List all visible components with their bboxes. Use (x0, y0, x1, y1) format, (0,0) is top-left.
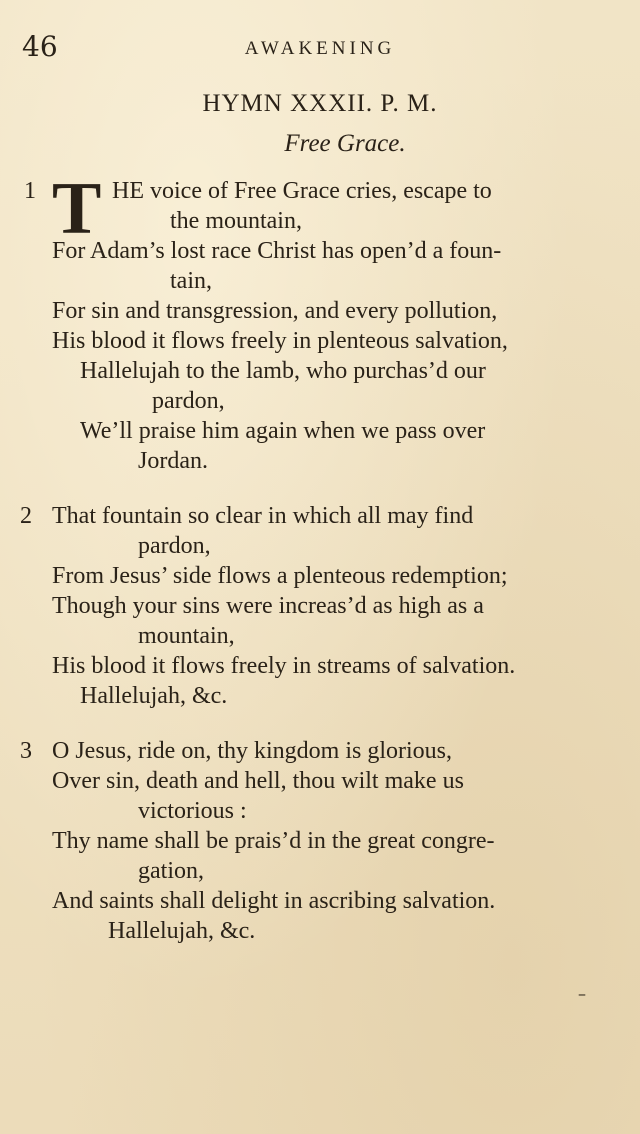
verse-line: For sin and transgression, and every pollution, (52, 298, 498, 324)
verse-line: tain, (170, 268, 212, 294)
verse-line: Thy name shall be prais’d in the great congre- (52, 828, 495, 854)
verse-line: We’ll praise him again when we pass over (80, 418, 486, 444)
verse-line: victorious : (138, 798, 247, 824)
drop-cap: T (52, 168, 102, 250)
verse-line: Hallelujah, &c. (108, 918, 256, 944)
verse-number: 1 (24, 178, 36, 204)
verse-number: 3 (20, 738, 32, 764)
verse-line: From Jesus’ side flows a plenteous redemption; (52, 563, 508, 589)
verse-line: O Jesus, ride on, thy kingdom is glorious, (52, 738, 452, 764)
verse-number: 2 (20, 503, 32, 529)
verse-line: the mountain, (170, 208, 302, 234)
verse-line: Over sin, death and hell, thou wilt make us (52, 768, 464, 794)
verse-line: gation, (138, 858, 204, 884)
printer-mark-icon: – (578, 984, 586, 1003)
verse-line: pardon, (138, 533, 211, 559)
verse-line: mountain, (138, 623, 235, 649)
running-head: AWAKENING (244, 38, 396, 59)
verse-line: That fountain so clear in which all may find (52, 503, 474, 529)
verse-line: Hallelujah to the lamb, who purchas’d our (80, 358, 486, 384)
verse-line: His blood it flows freely in streams of salvation. (52, 653, 516, 679)
hymn-title: HYMN XXXII. P. M. (202, 90, 438, 117)
verse-line: And saints shall delight in ascribing salvation. (52, 888, 496, 914)
verse-line: His blood it flows freely in plenteous salvation, (52, 328, 508, 354)
verse-line: Hallelujah, &c. (80, 683, 228, 709)
verse-line: For Adam’s lost race Christ has open’d a foun- (52, 238, 502, 264)
verse-line: HE voice of Free Grace cries, escape to (112, 178, 492, 204)
verse-line: Jordan. (138, 448, 208, 474)
verse-line: Though your sins were increas’d as high as a (52, 593, 484, 619)
hymn-subtitle: Free Grace. (284, 130, 406, 157)
page-number: 46 (22, 30, 58, 63)
verse-line: pardon, (152, 388, 225, 414)
